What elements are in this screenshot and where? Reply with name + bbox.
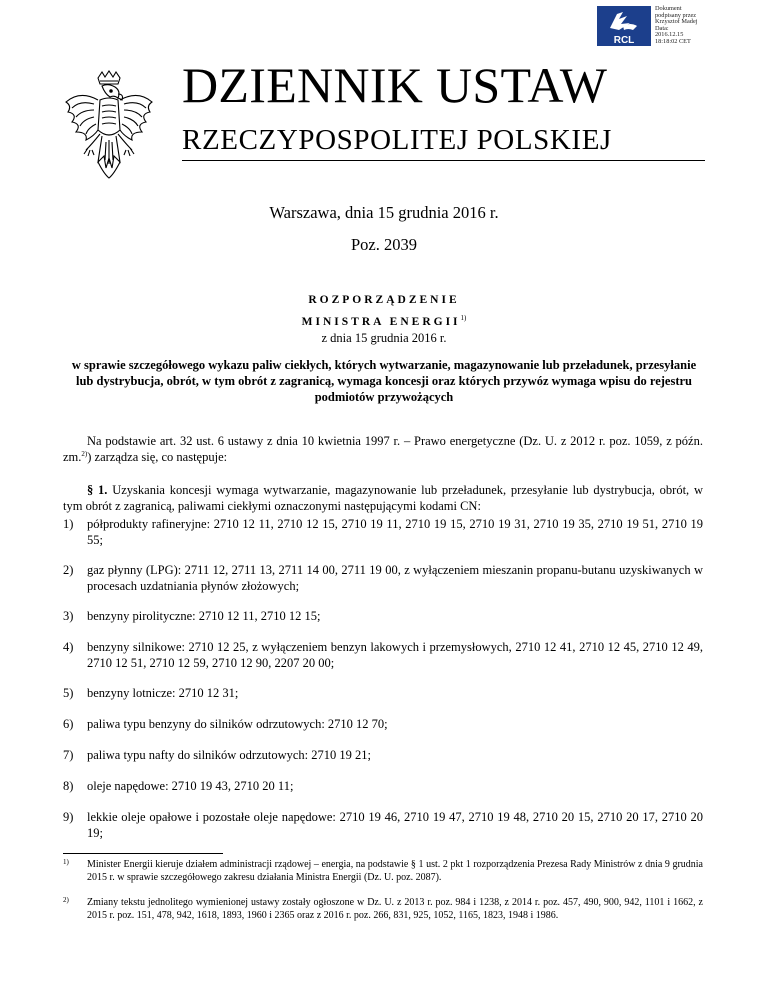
list-item: [63, 779, 703, 795]
section-text: Uzyskania koncesji wymaga wytwarzanie, magazynowanie lub przeładunek, przesyłanie lub dystrybucja, obrót, w tym obrót z zagranicą, paliwami ciekłymi oznaczonymi następującymi kodami CN:: [63, 483, 703, 513]
list-item-number: 6): [63, 717, 74, 731]
preamble-text: Na podstawie art. 32 ust. 6 ustawy z dnia 10 kwietnia 1997 r. – Prawo energetyczne (Dz. U. z 2012 r. poz. 1059, z późn. zm.: [63, 434, 703, 464]
list-item-text: półprodukty rafineryjne: 2710 12 11, 2710 12 15, 2710 19 11, 2710 19 15, 2710 19 31, 2710 19 35, 2710 19 51, 2710 19 55;: [87, 517, 703, 547]
list-item: [63, 810, 703, 841]
list-item: [63, 748, 703, 764]
list-item-number: 8): [63, 779, 74, 793]
act-date: z dnia 15 grudnia 2016 r.: [321, 331, 447, 345]
stamp-line: 18:18:02 CET: [655, 37, 691, 45]
list-item: [63, 640, 703, 671]
act-authority-footnote-ref: 1): [460, 314, 467, 322]
rcl-logo: [597, 6, 651, 46]
list-item-number: 4): [63, 640, 74, 654]
position-number: Poz. 2039: [351, 235, 417, 254]
list-item-number: 5): [63, 686, 74, 700]
list-item-text: gaz płynny (LPG): 2711 12, 2711 13, 2711 14 00, 2711 19 00, z wyłączeniem mieszanin propanu-butanu uzyskiwanych w procesach uzdatniania płynów złożowych;: [87, 563, 703, 593]
list-item-text: lekkie oleje opałowe i pozostałe oleje napędowe: 2710 19 46, 2710 19 47, 2710 19 48, 2710 20 15, 2710 20 17, 2710 20 19;: [87, 810, 703, 840]
footnote-divider: [63, 853, 223, 854]
stamp-line: 2016.12.15: [655, 31, 684, 39]
list-item-number: 9): [63, 810, 74, 824]
journal-title: DZIENNIK USTAW: [182, 57, 608, 113]
stamp-line: podpisany przez: [655, 11, 697, 19]
signature-stamp: [597, 6, 717, 46]
footnote-text: Zmiany tekstu jednolitego wymienionej ustawy zostały ogłoszone w Dz. U. z 2013 r. poz. 984 i 1238, z 2014 r. poz. 457, 490, 900, 942, 1101 i 1662, z 2015 r. poz. 151, 478, 942, 1618, 1893, 1960 i 2365 oraz z 2016 r. poz. 266, 831, 925, 1052, 1165, 1823, 1948 i 1986.: [87, 897, 703, 921]
preamble-text-end: ) zarządza się, co następuje:: [87, 449, 228, 464]
list-item-text: benzyny lotnicze: 2710 12 31;: [87, 686, 239, 700]
list-item-text: benzyny pirolityczne: 2710 12 11, 2710 12 15;: [87, 609, 321, 623]
list-item: [63, 563, 703, 594]
journal-subtitle: RZECZYPOSPOLITEJ POLSKIEJ: [182, 124, 612, 156]
preamble: [63, 434, 703, 465]
footnote: [63, 896, 703, 922]
eagle-emblem-icon: [58, 70, 160, 186]
act-subject: w sprawie szczegółowego wykazu paliw ciekłych, których wytwarzanie, magazynowanie lub przeładunek, przesyłanie lub dystrybucja, obrót, w tym obrót z zagranicą, wymaga koncesji oraz których przywóz wymaga wpisu do rejestru podmiotów przywożących: [71, 358, 697, 404]
act-authority: [0, 311, 768, 329]
list-item-text: paliwa typu nafty do silników odrzutowych: 2710 19 21;: [87, 748, 371, 762]
list-item: [63, 717, 703, 733]
header-divider: [182, 160, 705, 161]
stamp-line: Data:: [655, 24, 669, 32]
list-item-number: 2): [63, 563, 74, 577]
list-item: [63, 517, 703, 548]
section-label: § 1.: [87, 483, 108, 497]
list-item-number: 3): [63, 609, 74, 623]
stamp-line: Krzysztof Madej: [655, 18, 698, 26]
list-item-text: benzyny silnikowe: 2710 12 25, z wyłączeniem benzyn lakowych i przemysłowych, 2710 12 41, 2710 12 45, 2710 12 49, 2710 12 51, 2710 12 59, 2710 12 90, 2207 20 00;: [87, 640, 703, 670]
list-item: [63, 686, 703, 702]
act-type: ROZPORZĄDZENIE: [308, 294, 460, 306]
list-item-number: 1): [63, 517, 74, 531]
footnote-number: 1): [63, 858, 69, 866]
rcl-logo-graphic: [597, 6, 651, 46]
rcl-logo-text: RCL: [613, 35, 635, 46]
list-item-text: oleje napędowe: 2710 19 43, 2710 20 11;: [87, 779, 294, 793]
stamp-text: [655, 6, 717, 46]
stamp-line: Dokument: [655, 5, 682, 12]
act-authority-text: MINISTRA ENERGII: [301, 315, 461, 328]
list-item-text: paliwa typu benzyny do silników odrzutowych: 2710 12 70;: [87, 717, 388, 731]
section-1: [63, 483, 703, 514]
footnote-text: Minister Energii kieruje działem administracji rządowej – energia, na podstawie § 1 ust. 2 pkt 1 rozporządzenia Prezesa Rady Ministrów z dnia 9 grudnia 2015 r. w sprawie szczegółowego zakresu działania Ministra Energii (Dz. U. poz. 2087).: [87, 859, 703, 883]
preamble-footnote-ref: 2): [81, 449, 88, 458]
footnote: [63, 858, 703, 884]
publication-date: Warszawa, dnia 15 grudnia 2016 r.: [269, 203, 499, 222]
list-item: [63, 609, 703, 625]
footnote-number: 2): [63, 896, 69, 904]
list-item-number: 7): [63, 748, 74, 762]
